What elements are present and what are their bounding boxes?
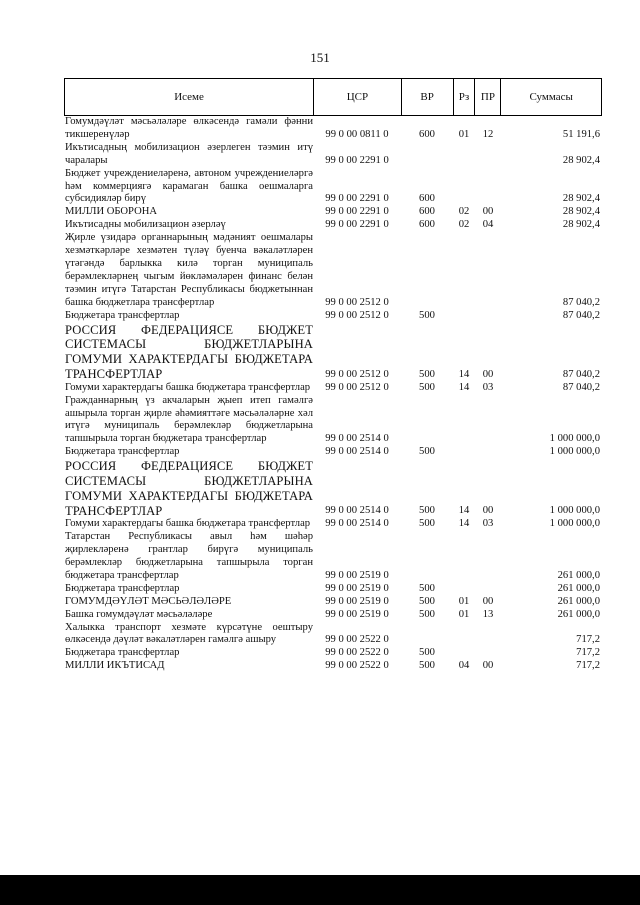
table-row: [64, 647, 602, 660]
cell-sum: 87 040,2: [562, 309, 600, 321]
cell-sum: 261 000,0: [557, 582, 600, 594]
header-sum: Суммасы: [500, 79, 601, 115]
cell-csr: 99 0 00 2522 0: [325, 647, 389, 659]
cell-csr: 99 0 00 2512 0: [325, 381, 389, 393]
cell-csr: 99 0 00 2512 0: [325, 309, 389, 321]
cell-name: МИЛЛИ ИКЪТИСАД: [65, 660, 165, 672]
table-row: [64, 142, 602, 168]
cell-pr: 00: [482, 660, 494, 672]
cell-csr: 99 0 00 0811 0: [325, 128, 389, 140]
cell-vr: 500: [419, 505, 435, 517]
table-row: [64, 596, 602, 609]
cell-vr: 500: [419, 647, 435, 659]
header-name: Исеме: [174, 90, 204, 103]
cell-csr: 99 0 00 2519 0: [325, 582, 389, 594]
cell-name: Бюджетара трансфертлар: [65, 582, 180, 594]
cell-rz: 14: [458, 381, 470, 393]
cell-rz: 02: [458, 206, 470, 218]
cell-vr: 500: [419, 518, 435, 530]
cell-vr: 500: [419, 368, 435, 380]
cell-csr: 99 0 00 2291 0: [325, 154, 389, 166]
cell-sum: 261 000,0: [557, 595, 600, 607]
cell-name: Гомуми характердагы башка бюджетара трансфертлар: [65, 518, 311, 530]
cell-csr: 99 0 00 2519 0: [325, 569, 389, 581]
budget-table: [64, 78, 602, 673]
cell-csr: 99 0 00 2522 0: [325, 634, 389, 646]
table-row: [64, 531, 602, 583]
cell-csr: 99 0 00 2514 0: [325, 518, 389, 530]
cell-name: Икътисадны мобилизацион әзерләү: [65, 219, 226, 231]
cell-name: РОССИЯ ФЕДЕРАЦИЯСЕ БЮДЖЕТ СИСТЕМАСЫ БЮДЖЕТЛАРЫНА ГОМУМИ ХАРАКТЕРДАГЫ БЮДЖЕТАРА ТРАНСФЕРТЛАР: [65, 459, 313, 518]
cell-name: Гомумдәүләт мәсьәләләре өлкәсендә гамәли фәнни тикшеренүләр: [65, 116, 313, 140]
cell-sum: 1 000 000,0: [549, 433, 600, 445]
cell-name: Бюджетара трансфертлар: [65, 446, 180, 458]
cell-name: ГОМУМДӘҮЛӘТ МӘСЬӘЛӘЛӘРЕ: [65, 595, 232, 607]
header-vr: ВР: [401, 79, 453, 115]
table-row: [64, 116, 602, 142]
cell-rz: 01: [458, 128, 470, 140]
cell-rz: 04: [458, 660, 470, 672]
cell-name: Бюджет учреждениеләренә, автоном учреждениеләргә һәм коммерциягә карамаган башка оешмаларга субсидияләр бирү: [65, 167, 313, 205]
cell-pr: 13: [482, 608, 494, 620]
cell-csr: 99 0 00 2512 0: [325, 296, 389, 308]
cell-sum: 87 040,2: [562, 368, 600, 380]
scan-bottom-edge: [0, 875, 640, 905]
cell-vr: 500: [419, 309, 435, 321]
cell-sum: 28 902,4: [562, 193, 600, 205]
table-row: [64, 446, 602, 459]
cell-csr: 99 0 00 2514 0: [325, 446, 389, 458]
table-body: [64, 116, 602, 673]
cell-name: Башка гомумдәүләт мәсьәләләре: [65, 608, 213, 620]
cell-name: Гражданнарның үз акчаларын җыеп итеп гамәлгә ашырыла торган җирле әһәмияттәге мәсьәләләрне хәл итүгә муниципаль берәмлекләр бюджетларына тапшырыла торган бюджетара трансфертлар: [65, 394, 313, 445]
cell-vr: 600: [419, 193, 435, 205]
table-row: [64, 395, 602, 447]
cell-csr: 99 0 00 2522 0: [325, 660, 389, 672]
table-row: [64, 382, 602, 395]
cell-vr: 500: [419, 608, 435, 620]
cell-name: РОССИЯ ФЕДЕРАЦИЯСЕ БЮДЖЕТ СИСТЕМАСЫ БЮДЖЕТЛАРЫНА ГОМУМИ ХАРАКТЕРДАГЫ БЮДЖЕТАРА ТРАНСФЕРТЛАР: [65, 322, 313, 381]
table-row: [64, 168, 602, 207]
cell-vr: 600: [419, 206, 435, 218]
cell-sum: 1 000 000,0: [549, 518, 600, 530]
cell-sum: 717,2: [576, 647, 600, 659]
cell-pr: 03: [482, 381, 494, 393]
cell-sum: 717,2: [576, 634, 600, 646]
cell-csr: 99 0 00 2291 0: [325, 219, 389, 231]
header-rz: Рз: [453, 79, 475, 115]
table-header: [64, 78, 602, 116]
cell-name: Бюджетара трансфертлар: [65, 309, 180, 321]
cell-name: Халыкка транспорт хезмәте күрсәтүне оештыру өлкәсендә дәүләт вәкаләтләрен гамәлгә ашыру: [65, 621, 313, 646]
cell-sum: 1 000 000,0: [549, 505, 600, 517]
cell-sum: 51 191,6: [562, 128, 600, 140]
cell-sum: 261 000,0: [557, 569, 600, 581]
cell-rz: 01: [458, 595, 470, 607]
table-row: [64, 459, 602, 518]
cell-vr: 600: [419, 128, 435, 140]
cell-rz: 02: [458, 219, 470, 231]
cell-vr: 500: [419, 660, 435, 672]
cell-sum: 1 000 000,0: [549, 446, 600, 458]
table-row: [64, 232, 602, 309]
cell-csr: 99 0 00 2519 0: [325, 595, 389, 607]
cell-name: Бюджетара трансфертлар: [65, 647, 180, 659]
cell-name: Гомуми характердагы башка бюджетара трансфертлар: [65, 381, 311, 393]
cell-sum: 261 000,0: [557, 608, 600, 620]
table-row: [64, 660, 602, 673]
cell-pr: 12: [482, 128, 494, 140]
page-number: 151: [310, 50, 330, 65]
table-row: [64, 323, 602, 382]
table-row: [64, 609, 602, 622]
cell-vr: 600: [419, 219, 435, 231]
cell-csr: 99 0 00 2512 0: [325, 368, 389, 380]
cell-vr: 500: [419, 582, 435, 594]
table-row: [64, 219, 602, 232]
cell-pr: 00: [482, 206, 494, 218]
cell-rz: 14: [458, 368, 470, 380]
cell-rz: 14: [458, 505, 470, 517]
cell-sum: 717,2: [576, 660, 600, 672]
cell-csr: 99 0 00 2519 0: [325, 608, 389, 620]
cell-name: Җирле үзидарә органнарының мәдәният оешмалары хезмәткәрләре хезмәтен түләү буенча вәкаләтләрен үтәгәндә барлыкка килә торган муниципаль берәмлекләрнең чыгым йөкләмәләрен финанс белән тәэмин итүгә Татарстан Республикасы бюджетыннан башка бюджетлара трансфертлар: [65, 232, 313, 308]
header-csr: ЦСР: [313, 79, 401, 115]
cell-csr: 99 0 00 2291 0: [325, 193, 389, 205]
cell-csr: 99 0 00 2514 0: [325, 505, 389, 517]
table-row: [64, 583, 602, 596]
table-row: [64, 310, 602, 323]
cell-pr: 00: [482, 595, 494, 607]
cell-sum: 28 902,4: [562, 219, 600, 231]
cell-pr: 04: [482, 219, 494, 231]
cell-rz: 01: [458, 608, 470, 620]
header-pr: ПР: [474, 79, 500, 115]
cell-vr: 500: [419, 595, 435, 607]
table-row: [64, 622, 602, 648]
cell-pr: 00: [482, 505, 494, 517]
cell-sum: 87 040,2: [562, 381, 600, 393]
cell-rz: 14: [458, 518, 470, 530]
table-row: [64, 206, 602, 219]
cell-name: Татарстан Республикасы авыл һәм шәһәр җирлекләренә грантлар бирүгә муниципаль берәмлекләр бюджетларына тапшырыла торган бюджетара трансфертлар: [65, 531, 313, 581]
cell-name: Икътисадның мобилизацион әзерлеген тәэмин итү чаралары: [65, 141, 313, 166]
cell-csr: 99 0 00 2514 0: [325, 433, 389, 445]
cell-pr: 03: [482, 518, 494, 530]
cell-name: МИЛЛИ ОБОРОНА: [65, 206, 158, 218]
cell-pr: 00: [482, 368, 494, 380]
cell-sum: 28 902,4: [562, 206, 600, 218]
cell-sum: 28 902,4: [562, 154, 600, 166]
table-row: [64, 518, 602, 531]
cell-vr: 500: [419, 446, 435, 458]
cell-csr: 99 0 00 2291 0: [325, 206, 389, 218]
cell-sum: 87 040,2: [562, 296, 600, 308]
cell-vr: 500: [419, 381, 435, 393]
